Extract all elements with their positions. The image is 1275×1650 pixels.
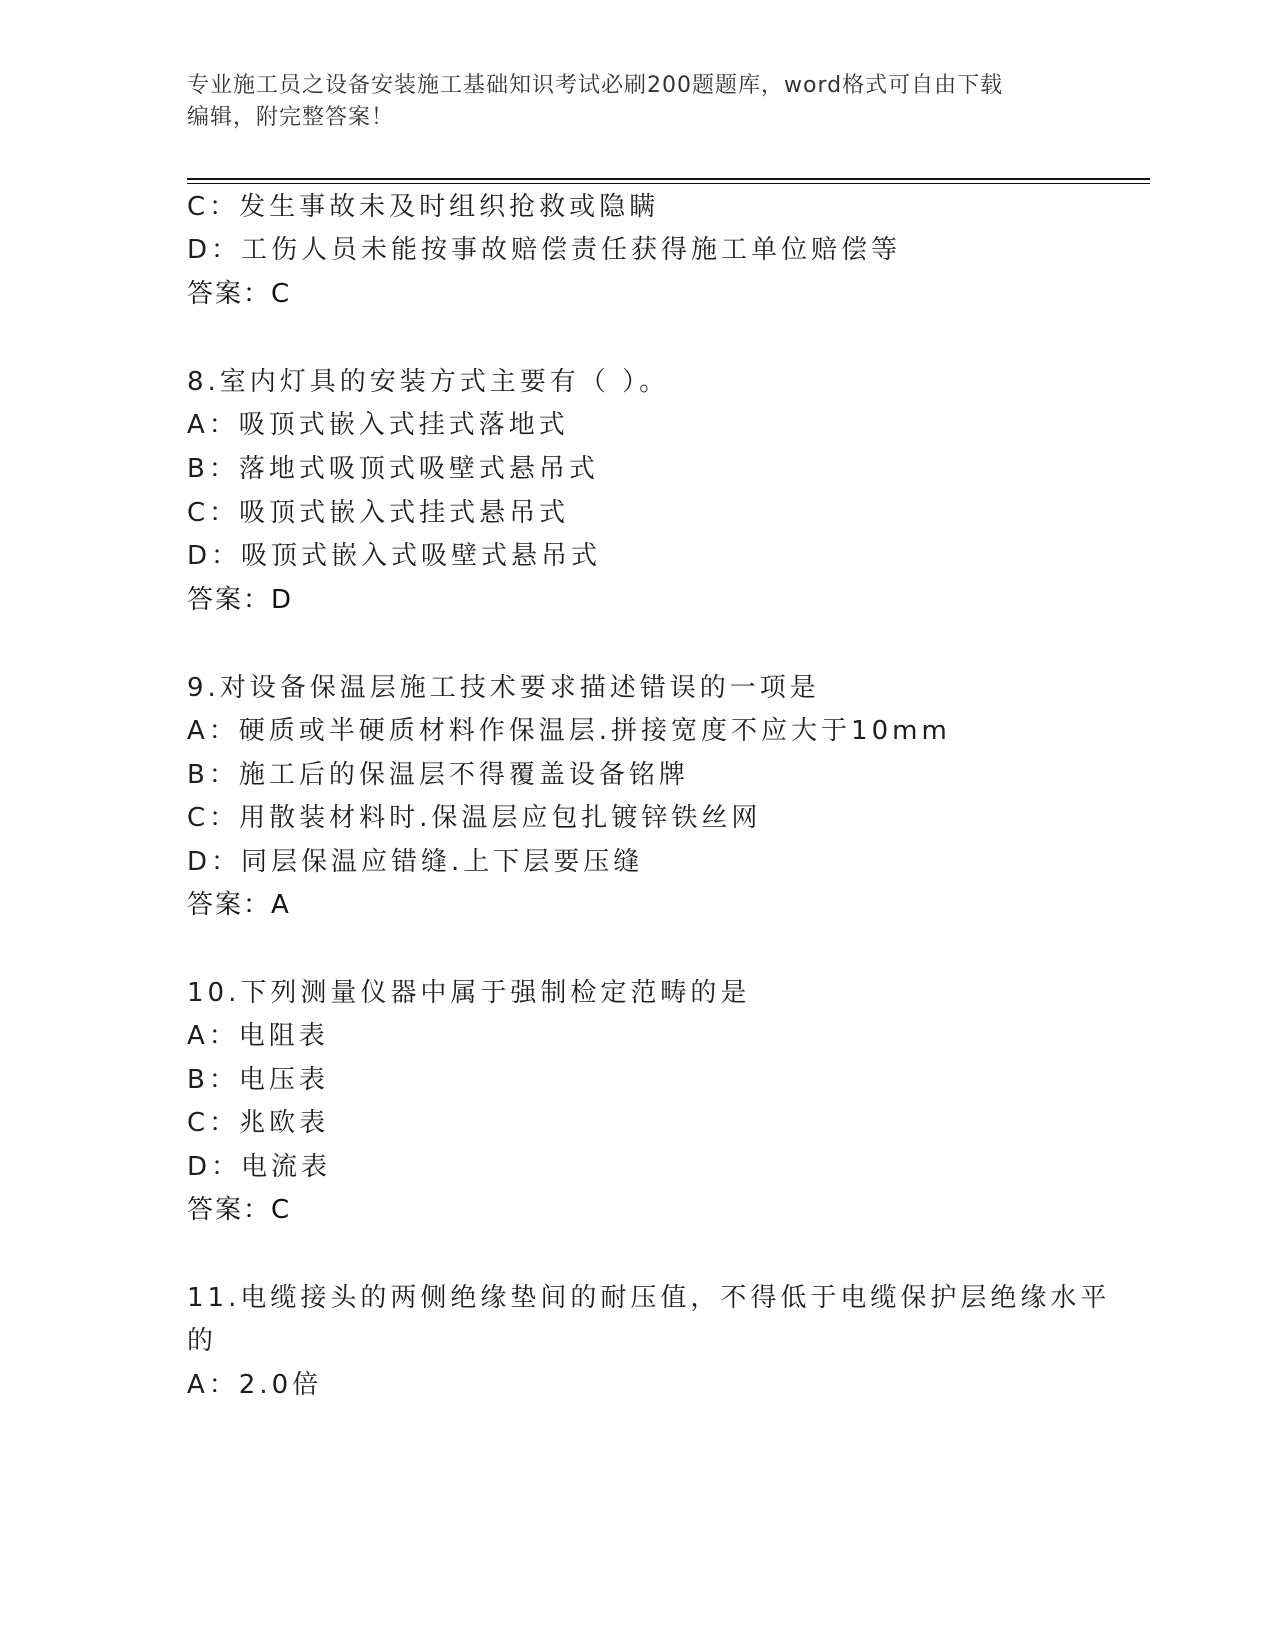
option-b: B：落地式吸顶式吸壁式悬吊式 [187,454,599,484]
option-a: A：硬质或半硬质材料作保温层.拼接宽度不应大于10mm [187,716,951,746]
header-divider-thin [187,183,1150,184]
option-d: D：同层保温应错缝.上下层要压缝 [187,847,644,877]
header-title-line-1: 专业施工员之设备安装施工基础知识考试必刷200题题库，word格式可自由下载 [187,73,1004,98]
option-d: D：工伤人员未能按事故赔偿责任获得施工单位赔偿等 [187,235,902,265]
option-d: D：吸顶式嵌入式吸壁式悬吊式 [187,541,602,571]
question-11-stem-continued: 的 [187,1326,218,1356]
answer-line: 答案：A [187,890,291,920]
document-header [187,70,1087,134]
header-title-line-2: 编辑，附完整答案！ [187,105,395,130]
question-10-stem: 10.下列测量仪器中属于强制检定范畴的是 [187,978,751,1008]
answer-line: 答案：C [187,1195,292,1225]
option-b: B：电压表 [187,1065,329,1095]
option-c: C：兆欧表 [187,1108,330,1138]
option-b: B：施工后的保温层不得覆盖设备铭牌 [187,760,689,790]
option-a: A：2.0倍 [187,1370,323,1400]
question-11-stem: 11.电缆接头的两侧绝缘垫间的耐压值，不得低于电缆保护层绝缘水平 [187,1283,1111,1313]
answer-line: 答案：C [187,279,292,309]
option-c: C：吸顶式嵌入式挂式悬吊式 [187,498,570,528]
question-8-stem: 8.室内灯具的安装方式主要有（ ）。 [187,367,670,397]
option-a: A：吸顶式嵌入式挂式落地式 [187,410,569,440]
header-divider-thick [187,178,1150,180]
option-a: A：电阻表 [187,1021,329,1051]
option-c: C：用散装材料时.保温层应包扎镀锌铁丝网 [187,803,762,833]
answer-line: 答案：D [187,585,294,615]
option-c: C：发生事故未及时组织抢救或隐瞒 [187,192,660,222]
question-9-stem: 9.对设备保温层施工技术要求描述错误的一项是 [187,673,820,703]
option-d: D：电流表 [187,1152,332,1182]
